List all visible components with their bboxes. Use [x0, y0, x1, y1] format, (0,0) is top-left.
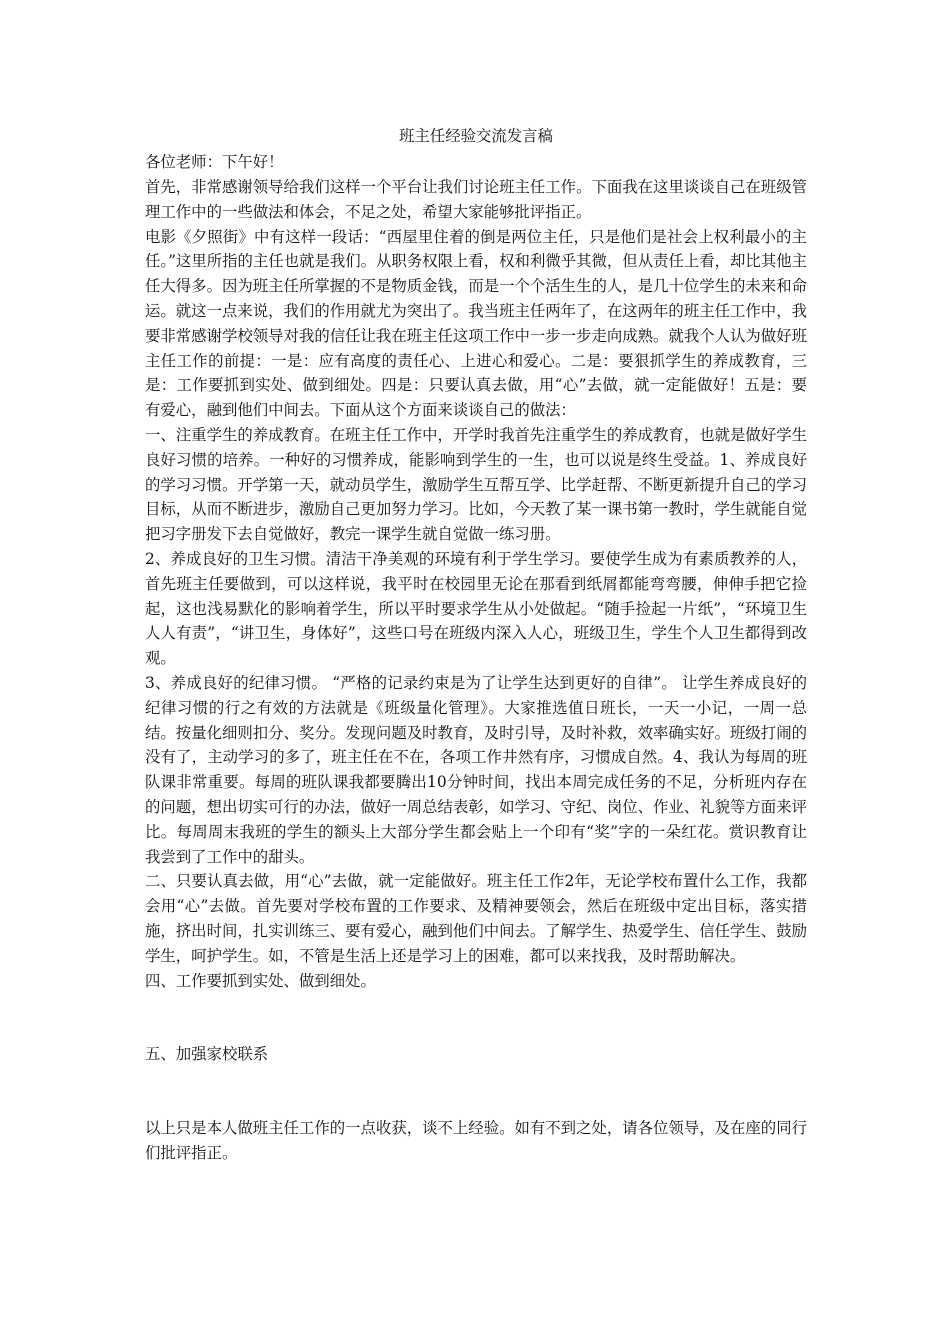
document-page: [145, 124, 807, 1166]
spacer: [145, 993, 807, 1042]
closing-paragraph: 以上只是本人做班主任工作的一点收获，谈不上经验。如有不到之处，请各位领导，及在座的同行们批评指正。: [145, 1119, 807, 1162]
paragraph-film-quote: 电影《夕照街》中有这样一段话：“西屋里住着的倒是两位主任，只是他们是社会上权利最小的主任。”这里所指的主任也就是我们。从职务权限上看，权和利微乎其微，但从责任上看，却比其他主任大得多。因为班主任所掌握的不是物质金钱，而是一个个活生生的人，是几十位学生的未来和命运。就这一点来说，我们的作用就尤为突出了。我当班主任两年了，在这两年的班主任工作中，我要非常感谢学校领导对我的信任让我在班主任这项工作中一步一步走向成熟。就我个人认为做好班主任工作的前提：一是：应有高度的责任心、上进心和爱心。二是：要狠抓学生的养成教育，三是：工作要抓到实处、做到细处。四是：只要认真去做，用“心”去做，就一定能做好！五是：要有爱心，融到他们中间去。下面从这个方面来谈谈自己的做法：: [145, 227, 807, 420]
greeting: 各位老师：下午好！: [145, 153, 284, 172]
paragraph-section-four: 四、工作要抓到实处、做到细处。: [145, 971, 376, 990]
document-title: 班主任经验交流发言稿: [399, 127, 553, 145]
paragraph-hygiene-habit: 2、养成良好的卫生习惯。清洁干净美观的环境有利于学生学习。要使学生成为有素质教养的人，首先班主任要做到，可以这样说，我平时在校园里无论在那看到纸屑都能弯弯腰，伸伸手把它捡起，这也浅易默化的影响着学生，所以平时要求学生从小处做起。“随手捡起一片纸”，“环境卫生人人有责”，“讲卫生，身体好”，这些口号在班级内深入人心，班级卫生，学生个人卫生都得到改观。: [145, 550, 807, 668]
spacer: [145, 1067, 807, 1116]
section-five-heading: 五、加强家校联系: [145, 1045, 269, 1064]
paragraph-intro: 首先，非常感谢领导给我们这样一个平台让我们讨论班主任工作。下面我在这里谈谈自己在班级管理工作中的一些做法和体会，不足之处，希望大家能够批评指正。: [145, 178, 807, 221]
paragraph-work-with-heart: 二、只要认真去做，用“心”去做，就一定能做好。班主任工作2年，无论学校布置什么工作，我都会用“心”去做。首先要对学校布置的工作要求、及精神要领会，然后在班级中定出目标，落实措施，挤出时间，扎实训练三、要有爱心，融到他们中间去。了解学生、热爱学生、信任学生、鼓励学生，呵护学生。如，不管是生活上还是学习上的困难，都可以来找我，及时帮助解决。: [145, 872, 807, 965]
paragraph-discipline-habit: 3、养成良好的纪律习惯。 “严格的记录约束是为了让学生达到更好的自律”。 让学生养成良好的纪律习惯的行之有效的方法就是《班级量化管理》。大家推选值日班长，一天一小记，一周一总结。按量化细则扣分、奖分。发现问题及时教育，及时引导，及时补救，效率确实好。班级打闹的没有了，主动学习的多了，班主任在不在，各项工作井然有序，习惯成自然。4、我认为每周的班队课非常重要。每周的班队课我都要腾出10分钟时间，找出本周完成任务的不足，分析班内存在的问题，想出切实可行的办法，做好一周总结表彰，如学习、守纪、岗位、作业、礼貌等方面来评比。每周周末我班的学生的额头上大部分学生都会贴上一个印有“奖”字的一朵红花。赏识教育让我尝到了工作中的甜头。: [145, 674, 807, 866]
paragraph-habit-education: 一、注重学生的养成教育。在班主任工作中，开学时我首先注重学生的养成教育，也就是做好学生良好习惯的培养。一种好的习惯养成，能影响到学生的一生，也可以说是终生受益。1、养成良好的学习习惯。开学第一天，就动员学生，激励学生互帮互学、比学赶帮、不断更新提升自己的学习目标，从而不断进步，激励自己更加努力学习。比如，今天教了某一课书第一教时，学生就能自觉把习字册发下去自觉做好，教完一课学生就自觉做一练习册。: [145, 426, 807, 544]
